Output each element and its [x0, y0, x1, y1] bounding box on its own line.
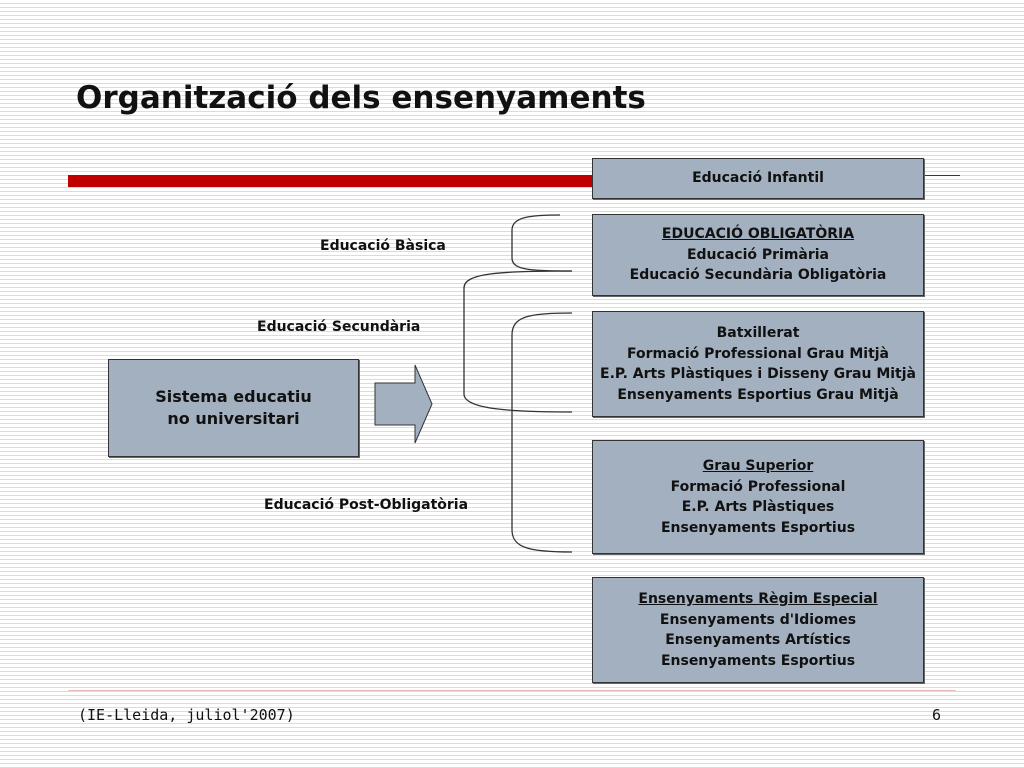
box-obligatoria-item: Educació Primària: [686, 246, 830, 263]
box-grau-superior-item: E.P. Arts Plàstiques: [681, 499, 835, 515]
label-basica: Educació Bàsica: [320, 238, 446, 254]
footer-source: (IE-Lleida, juliol'2007): [78, 706, 295, 724]
box-obligatoria-item: Educació Secundària Obligatòria: [629, 267, 887, 284]
bracket-secundaria: [464, 271, 572, 412]
box-batxillerat-item: Ensenyaments Esportius Grau Mitjà: [617, 386, 899, 403]
box-regim-especial-title: Ensenyaments Règim Especial: [638, 591, 878, 607]
box-infantil: [592, 158, 924, 199]
box-regim-especial-item: Ensenyaments d'Idiomes: [659, 611, 857, 628]
box-regim-especial-item: Ensenyaments Esportius: [660, 652, 856, 669]
box-obligatoria: [592, 214, 924, 296]
label-secundaria: Educació Secundària: [257, 319, 421, 335]
box-grau-superior-item: Formació Professional: [670, 478, 846, 495]
system-box: [108, 359, 359, 457]
box-regim-especial-item: Ensenyaments Artístics: [665, 632, 851, 648]
right-arrow-icon: [375, 365, 432, 443]
box-regim-especial: [592, 577, 924, 683]
box-batxillerat: [592, 311, 924, 417]
box-batxillerat-item: Batxillerat: [716, 325, 800, 341]
footer-divider: [68, 690, 956, 691]
box-grau-superior-item: Ensenyaments Esportius: [660, 519, 856, 536]
bracket-post: [512, 313, 572, 552]
label-post: Educació Post-Obligatòria: [264, 497, 469, 513]
box-grau-superior-title: Grau Superior: [702, 458, 814, 474]
system-line-1: Sistema educatiu: [155, 387, 312, 406]
page-title: Organització dels ensenyaments: [76, 80, 646, 116]
bracket-basica: [512, 215, 572, 271]
box-infantil-title: Educació Infantil: [692, 170, 824, 187]
box-obligatoria-title: EDUCACIÓ OBLIGATÒRIA: [661, 226, 855, 243]
box-grau-superior: [592, 440, 924, 554]
page-number: 6: [932, 706, 942, 724]
box-batxillerat-item: Formació Professional Grau Mitjà: [626, 345, 890, 362]
box-batxillerat-item: E.P. Arts Plàstiques i Disseny Grau Mitjà: [600, 366, 916, 382]
system-line-2: no universitari: [167, 409, 300, 428]
